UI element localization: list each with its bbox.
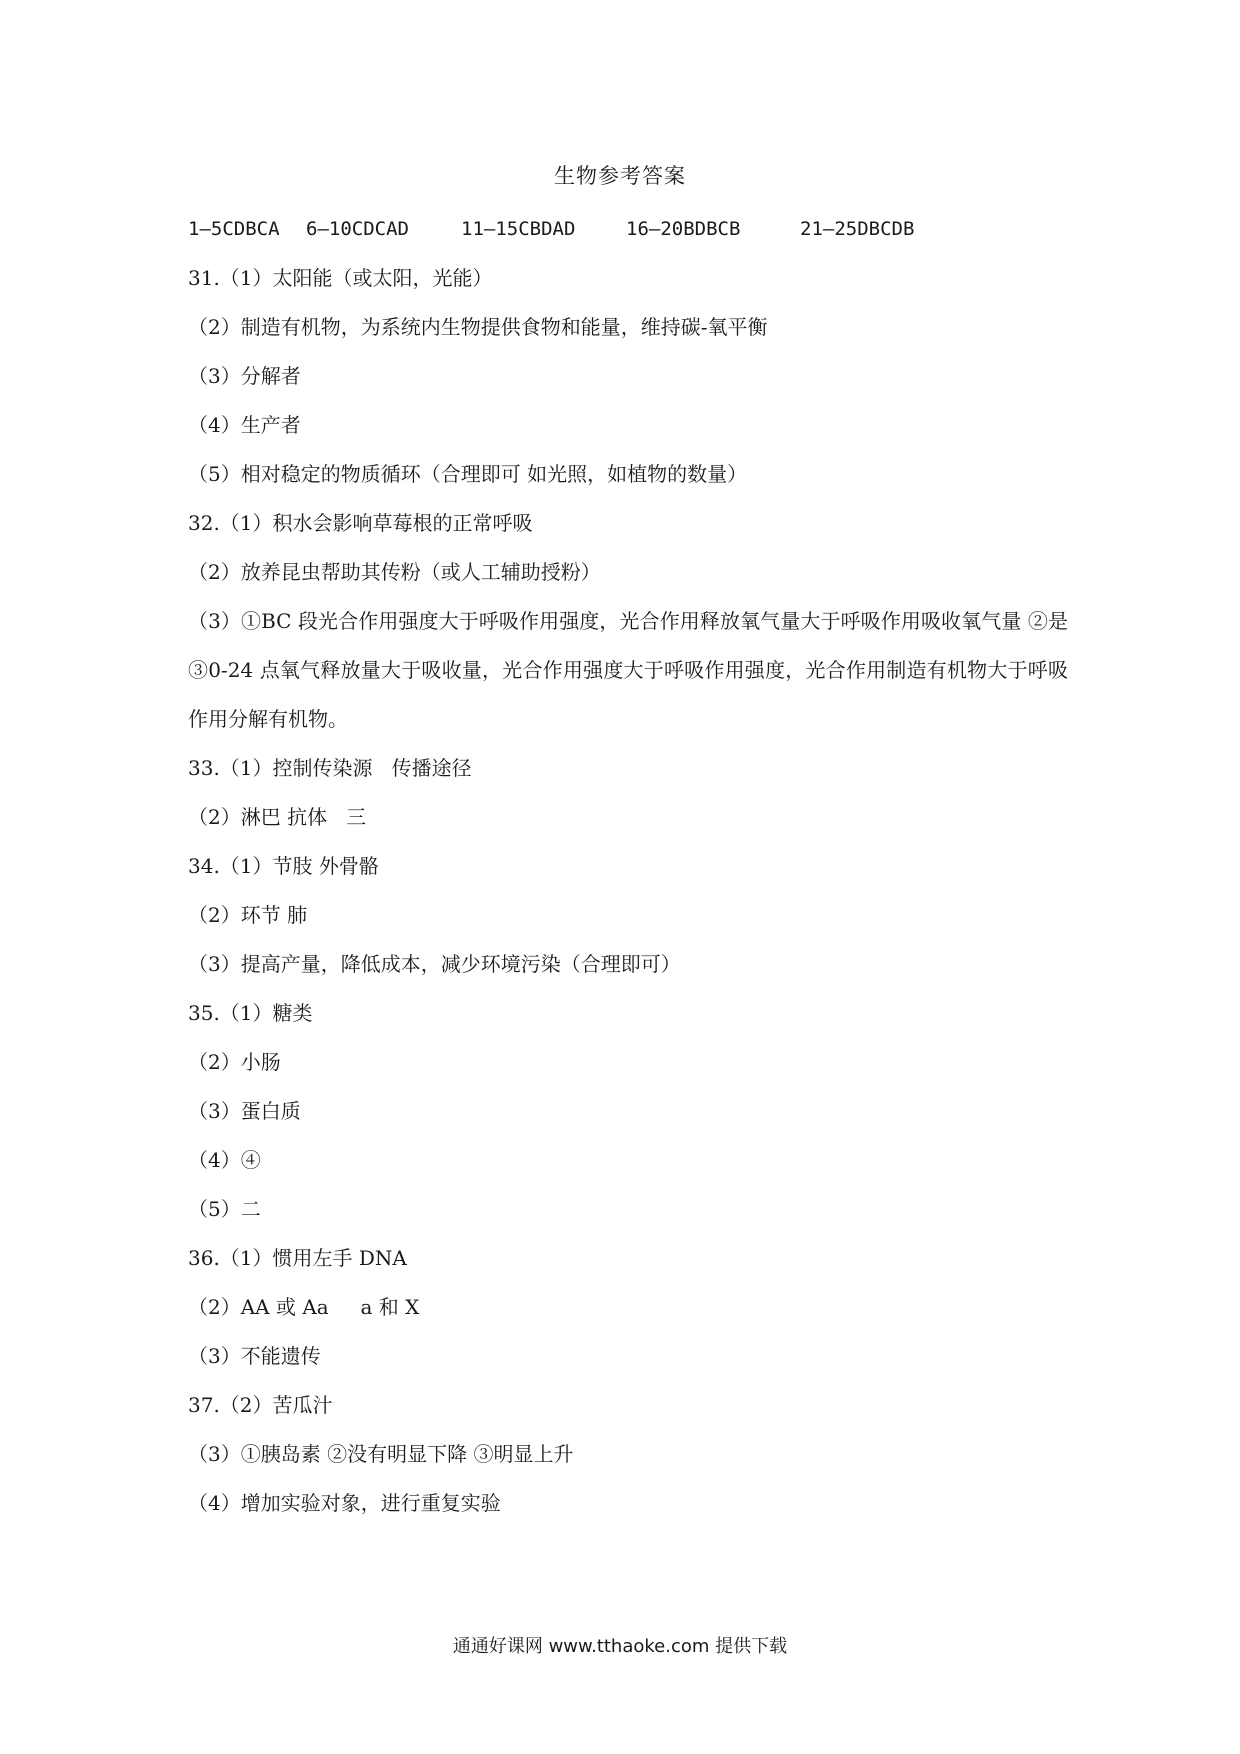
q35-part-2: （2）小肠: [188, 1050, 281, 1074]
q31-part-5: （5）相对稳定的物质循环（合理即可 如光照，如植物的数量）: [188, 462, 748, 486]
mc-group-1: 1—5CDBCA: [188, 218, 280, 240]
mc-group-3: 11—15CBDAD: [461, 218, 576, 240]
mc-group-5: 21—25DBCDB: [800, 218, 915, 240]
multiple-choice-answers: [188, 205, 1068, 254]
q31-part-3: （3）分解者: [188, 364, 301, 388]
q36-part-3: （3）不能遗传: [188, 1344, 321, 1368]
q37-part-1: 37.（2）苦瓜汁: [188, 1393, 333, 1417]
page-footer: 通通好课网 www.tthaoke.com 提供下载: [452, 1636, 788, 1657]
q35-part-3: （3）蛋白质: [188, 1099, 301, 1123]
q34-part-2: （2）环节 肺: [188, 903, 308, 927]
q34-part-1: 34.（1）节肢 外骨骼: [188, 854, 379, 878]
q37-part-2: （3）①胰岛素 ②没有明显下降 ③明显上升: [188, 1442, 574, 1466]
q31-part-2: （2）制造有机物，为系统内生物提供食物和能量，维持碳-氧平衡: [188, 315, 768, 339]
answer-content: [188, 205, 1068, 1528]
q32-part-3: （3）①BC 段光合作用强度大于呼吸作用强度，光合作用释放氧气量大于呼吸作用吸收氧气量 ②是 ③0-24 点氧气释放量大于吸收量，光合作用强度大于呼吸作用强度，光合作用制造有机物大于呼吸作用分解有机物。: [188, 609, 1068, 731]
q35-part-5: （5）二: [188, 1197, 261, 1221]
q35-part-4: （4）④: [188, 1148, 261, 1172]
q33-part-2: （2）淋巴 抗体 三: [188, 805, 367, 829]
q34-part-3: （3）提高产量，降低成本，减少环境污染（合理即可）: [188, 952, 681, 976]
q32-part-1: 32.（1）积水会影响草莓根的正常呼吸: [188, 511, 533, 535]
mc-group-2: 6—10CDCAD: [306, 218, 409, 240]
q36-part-1: 36.（1）惯用左手 DNA: [188, 1246, 407, 1270]
q31-part-1: 31.（1）太阳能（或太阳，光能）: [188, 266, 493, 290]
q32-part-2: （2）放养昆虫帮助其传粉（或人工辅助授粉）: [188, 560, 601, 584]
mc-group-4: 16—20BDBCB: [626, 218, 741, 240]
page-title: 生物参考答案: [554, 164, 686, 188]
q33-part-1: 33.（1）控制传染源 传播途径: [188, 756, 472, 780]
q35-part-1: 35.（1）糖类: [188, 1001, 313, 1025]
q37-part-3: （4）增加实验对象，进行重复实验: [188, 1491, 501, 1515]
q36-part-2: （2）AA 或 Aa a 和 X: [188, 1295, 420, 1319]
q31-part-4: （4）生产者: [188, 413, 301, 437]
